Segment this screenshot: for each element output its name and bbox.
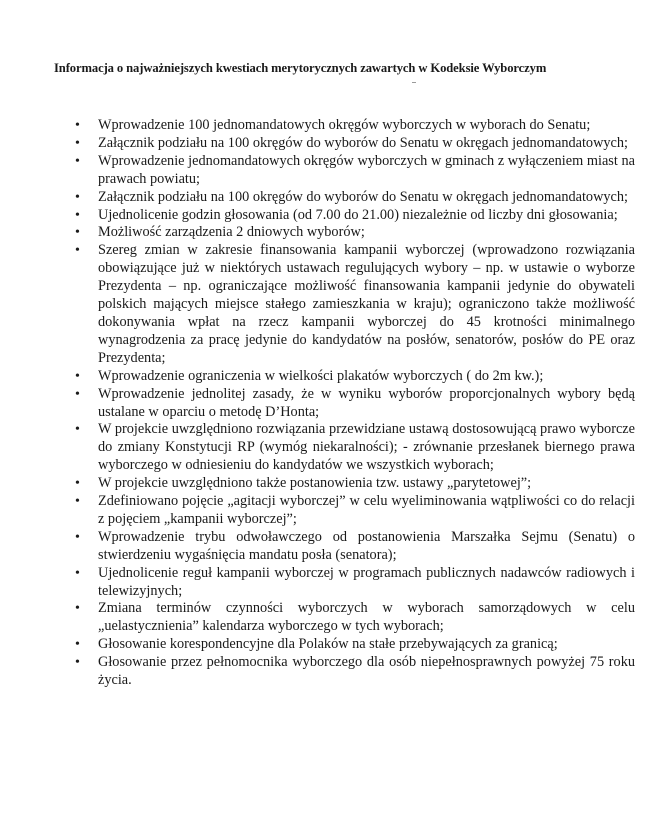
list-item-text: Zdefiniowano pojęcie „agitacji wyborczej” w celu wyeliminowania wątpliwości co do relacji z pojęciem „kampanii wyborczej”; — [98, 493, 635, 527]
list-item-text: Zmiana terminów czynności wyborczych w wyborach samorządowych w celu „uelastycznienia” kalendarza wyborczego w tych wyborach; — [98, 600, 635, 635]
list-item — [75, 189, 635, 207]
list-item-text: Szereg zmian w zakresie finansowania kampanii wyborczej (wprowadzono rozwiązania obowiązujące już w niektórych ustawach regulujących wybory – np. w ustawie o wyborze Prezydenta – np. ograniczające możliwość finansowania kampanii jedynie do obywateli polskich mających miejsce stałego zamieszkania w kraju); ograniczono także możliwość dokonywania wpłat na rzecz kampanii wyborczej do 45 krotności minimalnego wynagrodzenia za pracę jedynie do kandydatów na posłów, senatorów, posłów do PE oraz Prezydenta; — [98, 242, 635, 366]
list-item-text: Głosowanie przez pełnomocnika wyborczego dla osób niepełnosprawnych powyżej 75 roku życia. — [98, 654, 635, 689]
bullet-icon: • — [75, 207, 80, 223]
list-item — [75, 493, 635, 529]
list-item — [75, 207, 635, 225]
list-item — [75, 654, 635, 690]
list-item — [75, 421, 635, 475]
list-item-text: Głosowanie korespondencyjne dla Polaków na stałe przebywających za granicą; — [98, 636, 558, 653]
bullet-icon: • — [75, 189, 80, 205]
list-item — [75, 565, 635, 601]
bullet-icon: • — [75, 422, 80, 438]
list-item — [75, 600, 635, 636]
list-item — [75, 386, 635, 422]
list-item — [75, 117, 635, 135]
list-item-text: Załącznik podziału na 100 okręgów do wyborów do Senatu w okręgach jednomandatowych; — [98, 188, 629, 205]
list-item — [75, 368, 635, 386]
list-item — [75, 224, 635, 242]
list-item-text: W projekcie uwzględniono także postanowienia tzw. ustawy „parytetowej”; — [98, 475, 532, 492]
bullet-icon: • — [75, 225, 80, 241]
bullet-icon: • — [75, 655, 80, 671]
bullet-icon: • — [75, 601, 80, 617]
list-item-text: Wprowadzenie ograniczenia w wielkości plakatów wyborczych ( do 2m kw.); — [98, 367, 544, 384]
bullet-icon: • — [75, 565, 80, 581]
bullet-icon: • — [75, 118, 80, 133]
list-item-text: Wprowadzenie trybu odwoławczego od postanowienia Marszałka Sejmu (Senatu) o stwierdzeniu wygaśnięcia mandatu posła (senatora); — [98, 528, 635, 563]
document-title: Informacja o najważniejszych kwestiach merytorycznych zawartych w Kodeksie Wyborczym — [54, 61, 547, 75]
bullet-list — [75, 117, 635, 690]
list-item-text: Wprowadzenie jednolitej zasady, że w wyniku wyborów proporcjonalnych wybory będą ustalane w oparciu o metodę D’Honta; — [98, 385, 635, 420]
list-item-text: Wprowadzenie jednomandatowych okręgów wyborczych w gminach z wyłączeniem miast na prawach powiatu; — [98, 152, 635, 187]
list-item-text: Ujednolicenie reguł kampanii wyborczej w programach publicznych nadawców radiowych i telewizyjnych; — [98, 564, 635, 599]
list-item — [75, 475, 635, 493]
bullet-icon: • — [75, 153, 80, 169]
bullet-icon: • — [75, 637, 80, 653]
bullet-icon: • — [75, 135, 80, 151]
scan-mark — [412, 82, 416, 83]
bullet-icon: • — [75, 386, 80, 402]
bullet-icon: • — [75, 529, 80, 545]
list-item-text: Załącznik podziału na 100 okręgów do wyborów do Senatu w okręgach jednomandatowych; — [98, 134, 629, 151]
list-item-text: Możliwość zarządzenia 2 dniowych wyborów; — [98, 224, 365, 241]
bullet-icon: • — [75, 476, 80, 492]
bullet-icon: • — [75, 368, 80, 384]
list-item — [75, 529, 635, 565]
bullet-icon: • — [75, 243, 80, 259]
list-item-text: W projekcie uwzględniono rozwiązania przewidziane ustawą dostosowującą prawo wyborcze do zmiany Konstytucji RP (wymóg niekaralności); - zrównanie przesłanek biernego prawa wyborczego w odniesieniu do kandydatów we wszystkich wyborach; — [98, 421, 635, 474]
list-item-text: Ujednolicenie godzin głosowania (od 7.00 do 21.00) niezależnie od liczby dni głosowania; — [98, 206, 618, 223]
list-item — [75, 153, 635, 189]
list-item-text: Wprowadzenie 100 jednomandatowych okręgów wyborczych w wyborach do Senatu; — [98, 117, 591, 133]
list-item — [75, 636, 635, 654]
list-item — [75, 242, 635, 367]
list-item — [75, 135, 635, 153]
bullet-icon: • — [75, 494, 80, 510]
